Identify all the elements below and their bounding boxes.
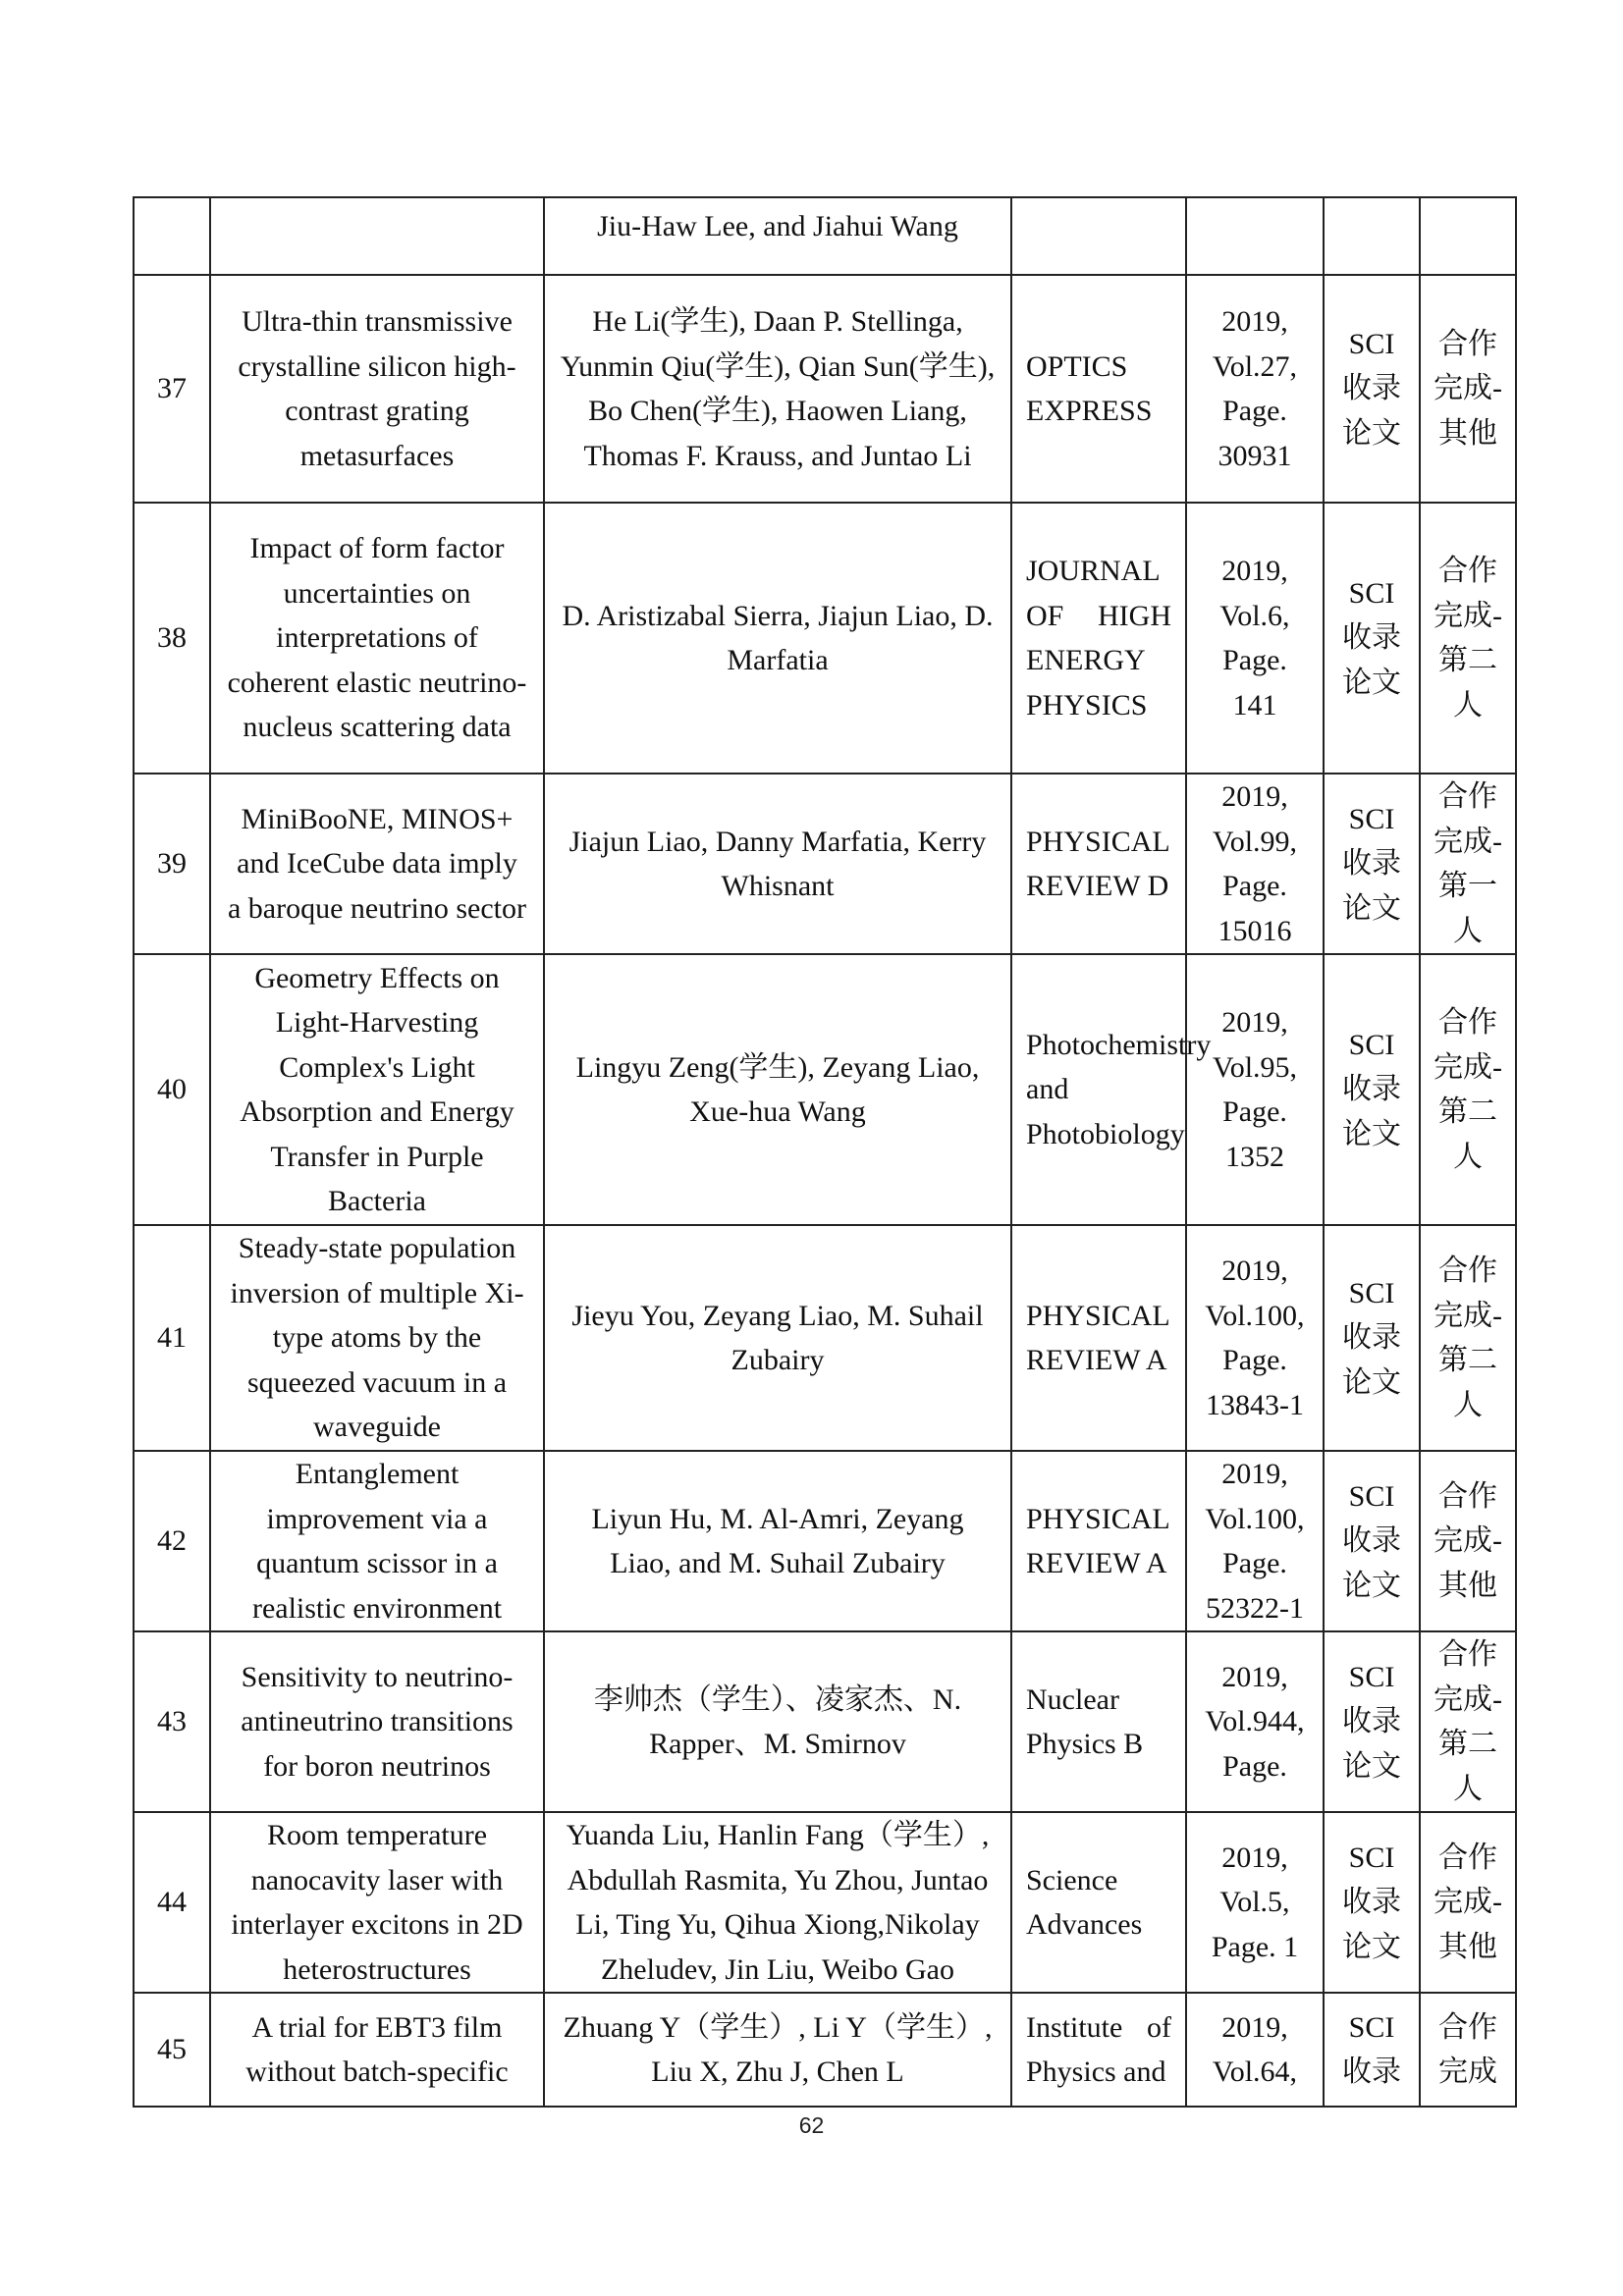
publication-info: 2019, Vol.99, Page. 15016 [1186,774,1324,954]
paper-title: Steady-state population inversion of multiple Xi-type atoms by the squeezed vacuum in a waveguide [210,1225,544,1451]
authors: Jiu-Haw Lee, and Jiahui Wang [544,197,1011,275]
row-number: 42 [134,1451,210,1631]
indexing-status: SCI 收录论文 [1324,275,1420,503]
authors: He Li(学生), Daan P. Stellinga, Yunmin Qiu(学生), Qian Sun(学生), Bo Chen(学生), Haowen Liang, Thomas F. Krauss, and Juntao Li [544,275,1011,503]
journal: OPTICS EXPRESS [1011,275,1186,503]
table-row [134,197,1516,275]
row-number: 43 [134,1631,210,1812]
row-number: 37 [134,275,210,503]
row-number: 38 [134,503,210,774]
table-row [134,774,1516,954]
paper-title: A trial for EBT3 film without batch-specific [210,1993,544,2107]
journal: Nuclear Physics B [1011,1631,1186,1812]
authors: 李帅杰（学生）、凌家杰、N. Rapper、M. Smirnov [544,1631,1011,1812]
authors: Jieyu You, Zeyang Liao, M. Suhail Zubairy [544,1225,1011,1451]
publication-info: 2019, Vol.944, Page. [1186,1631,1324,1812]
row-number: 45 [134,1993,210,2107]
authors: Jiajun Liao, Danny Marfatia, Kerry Whisnant [544,774,1011,954]
table-row [134,1631,1516,1812]
contribution-mode [1420,197,1516,275]
indexing-status: SCI 收录论文 [1324,774,1420,954]
table-row [134,1451,1516,1631]
publication-info: 2019, Vol.100, Page. 52322-1 [1186,1451,1324,1631]
publication-info: 2019, Vol.5, Page. 1 [1186,1812,1324,1993]
table-row [134,1812,1516,1993]
journal [1011,197,1186,275]
publication-info: 2019, Vol.64, [1186,1993,1324,2107]
journal: PHYSICAL REVIEW A [1011,1451,1186,1631]
publication-table [133,196,1517,2108]
publication-info [1186,197,1324,275]
paper-title [210,197,544,275]
indexing-status: SCI 收录论文 [1324,1451,1420,1631]
authors: D. Aristizabal Sierra, Jiajun Liao, D. Marfatia [544,503,1011,774]
authors: Liyun Hu, M. Al-Amri, Zeyang Liao, and M. Suhail Zubairy [544,1451,1011,1631]
table-row [134,503,1516,774]
indexing-status: SCI 收录 [1324,1993,1420,2107]
journal: PHYSICAL REVIEW D [1011,774,1186,954]
page-number: 62 [798,2112,825,2138]
row-number [134,197,210,275]
authors: Lingyu Zeng(学生), Zeyang Liao, Xue-hua Wang [544,954,1011,1225]
publication-info: 2019, Vol.6, Page. 141 [1186,503,1324,774]
paper-title: Geometry Effects on Light-Harvesting Complex's Light Absorption and Energy Transfer in Purple Bacteria [210,954,544,1225]
journal: Science Advances [1011,1812,1186,1993]
paper-title: MiniBooNE, MINOS+ and IceCube data imply a baroque neutrino sector [210,774,544,954]
paper-title: Room temperature nanocavity laser with interlayer excitons in 2D heterostructures [210,1812,544,1993]
indexing-status: SCI 收录论文 [1324,1812,1420,1993]
table-row [134,1993,1516,2107]
row-number: 40 [134,954,210,1225]
indexing-status: SCI 收录论文 [1324,1225,1420,1451]
paper-title: Ultra-thin transmissive crystalline silicon high-contrast grating metasurfaces [210,275,544,503]
indexing-status: SCI 收录论文 [1324,503,1420,774]
row-number: 39 [134,774,210,954]
table-row [134,1225,1516,1451]
paper-title: Entanglement improvement via a quantum scissor in a realistic environment [210,1451,544,1631]
journal: Photochemistry and Photobiology [1011,954,1186,1225]
paper-title: Sensitivity to neutrino-antineutrino transitions for boron neutrinos [210,1631,544,1812]
contribution-mode: 合作完成 [1420,1993,1516,2107]
indexing-status [1324,197,1420,275]
journal: JOURNAL OF HIGH ENERGY PHYSICS [1011,503,1186,774]
paper-title: Impact of form factor uncertainties on interpretations of coherent elastic neutrino-nucleus scattering data [210,503,544,774]
contribution-mode: 合作完成-第二人 [1420,1631,1516,1812]
contribution-mode: 合作完成-其他 [1420,275,1516,503]
table-row [134,275,1516,503]
indexing-status: SCI 收录论文 [1324,1631,1420,1812]
publication-info: 2019, Vol.95, Page. 1352 [1186,954,1324,1225]
authors: Yuanda Liu, Hanlin Fang（学生）, Abdullah Rasmita, Yu Zhou, Juntao Li, Ting Yu, Qihua Xiong,Nikolay Zheludev, Jin Liu, Weibo Gao [544,1812,1011,1993]
contribution-mode: 合作完成-第二人 [1420,954,1516,1225]
contribution-mode: 合作完成-其他 [1420,1812,1516,1993]
authors: Zhuang Y（学生）, Li Y（学生）, Liu X, Zhu J, Chen L [544,1993,1011,2107]
publication-info: 2019, Vol.100, Page. 13843-1 [1186,1225,1324,1451]
table-row [134,954,1516,1225]
contribution-mode: 合作完成-其他 [1420,1451,1516,1631]
contribution-mode: 合作完成-第二人 [1420,503,1516,774]
contribution-mode: 合作完成-第一人 [1420,774,1516,954]
row-number: 44 [134,1812,210,1993]
indexing-status: SCI 收录论文 [1324,954,1420,1225]
publication-info: 2019, Vol.27, Page. 30931 [1186,275,1324,503]
journal: Institute of Physics and [1011,1993,1186,2107]
row-number: 41 [134,1225,210,1451]
contribution-mode: 合作完成-第二人 [1420,1225,1516,1451]
journal: PHYSICAL REVIEW A [1011,1225,1186,1451]
